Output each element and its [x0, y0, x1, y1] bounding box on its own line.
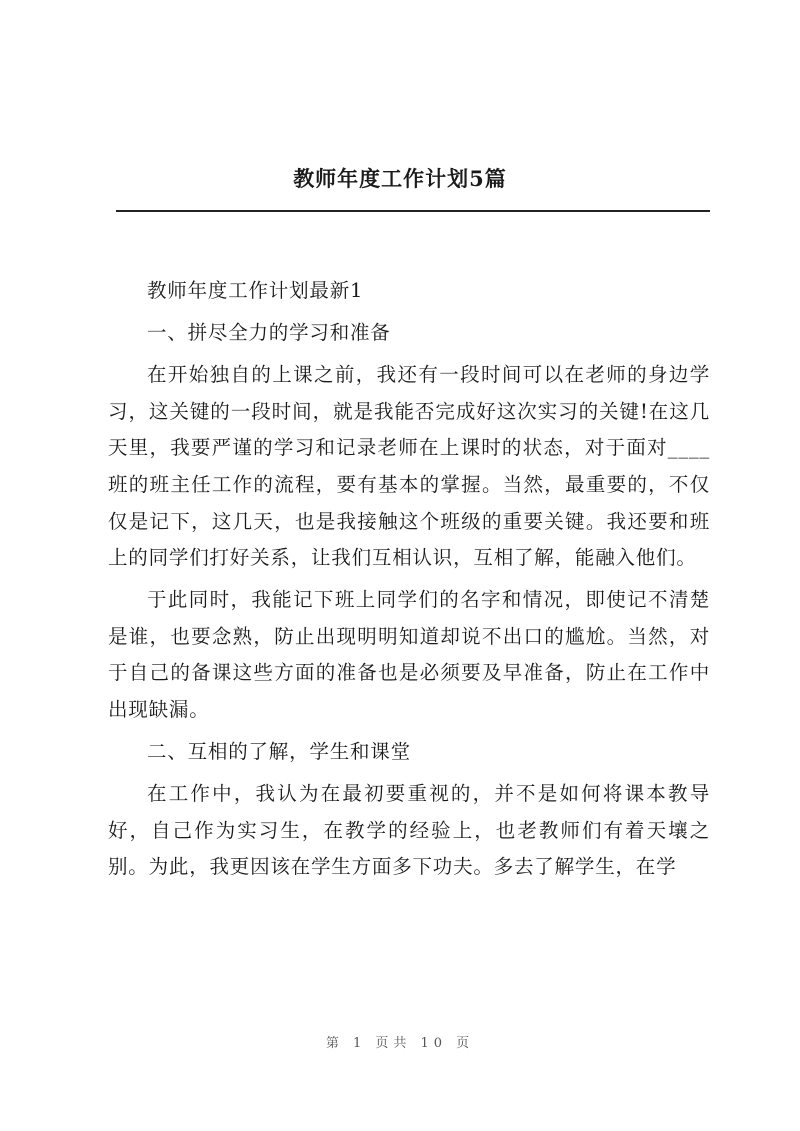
- section-heading: 教师年度工作计划最新1: [147, 279, 364, 302]
- page-number: 第 1 页共 10 页: [325, 1036, 475, 1051]
- body-paragraph: 在开始独自的上课之前，我还有一段时间可以在老师的身边学习，这关键的一段时间，就是我能否完成好这次实习的关键!在这几天里，我要严谨的学习和记录老师在上课时的状态，对于面对____班的班主任工作的流程，要有基本的掌握。当然，最重要的，不仅仅是记下，这几天，也是我接触这个班级的重要关键。我还要和班上的同学们打好关系，让我们互相认识，互相了解，能融入他们。: [108, 363, 710, 570]
- subsection-heading: 一、拼尽全力的学习和准备: [147, 321, 391, 345]
- subsection-heading: 二、互相的了解，学生和课堂: [147, 740, 411, 764]
- body-paragraph: 在工作中，我认为在最初要重视的，并不是如何将课本教导好，自己作为实习生，在教学的经验上，也老教师们有着天壤之别。为此，我更因该在学生方面多下功夫。多去了解学生，在学: [108, 782, 710, 879]
- document-body: [108, 273, 710, 892]
- title-divider: [116, 210, 710, 212]
- body-paragraph: 于此同时，我能记下班上同学们的名字和情况，即使记不清楚是谁，也要念熟，防止出现明明知道却说不出口的尴尬。当然，对于自己的备课这些方面的准备也是必须要及早准备，防止在工作中出现缺漏。: [108, 588, 710, 722]
- document-title: 教师年度工作计划5篇: [293, 166, 507, 191]
